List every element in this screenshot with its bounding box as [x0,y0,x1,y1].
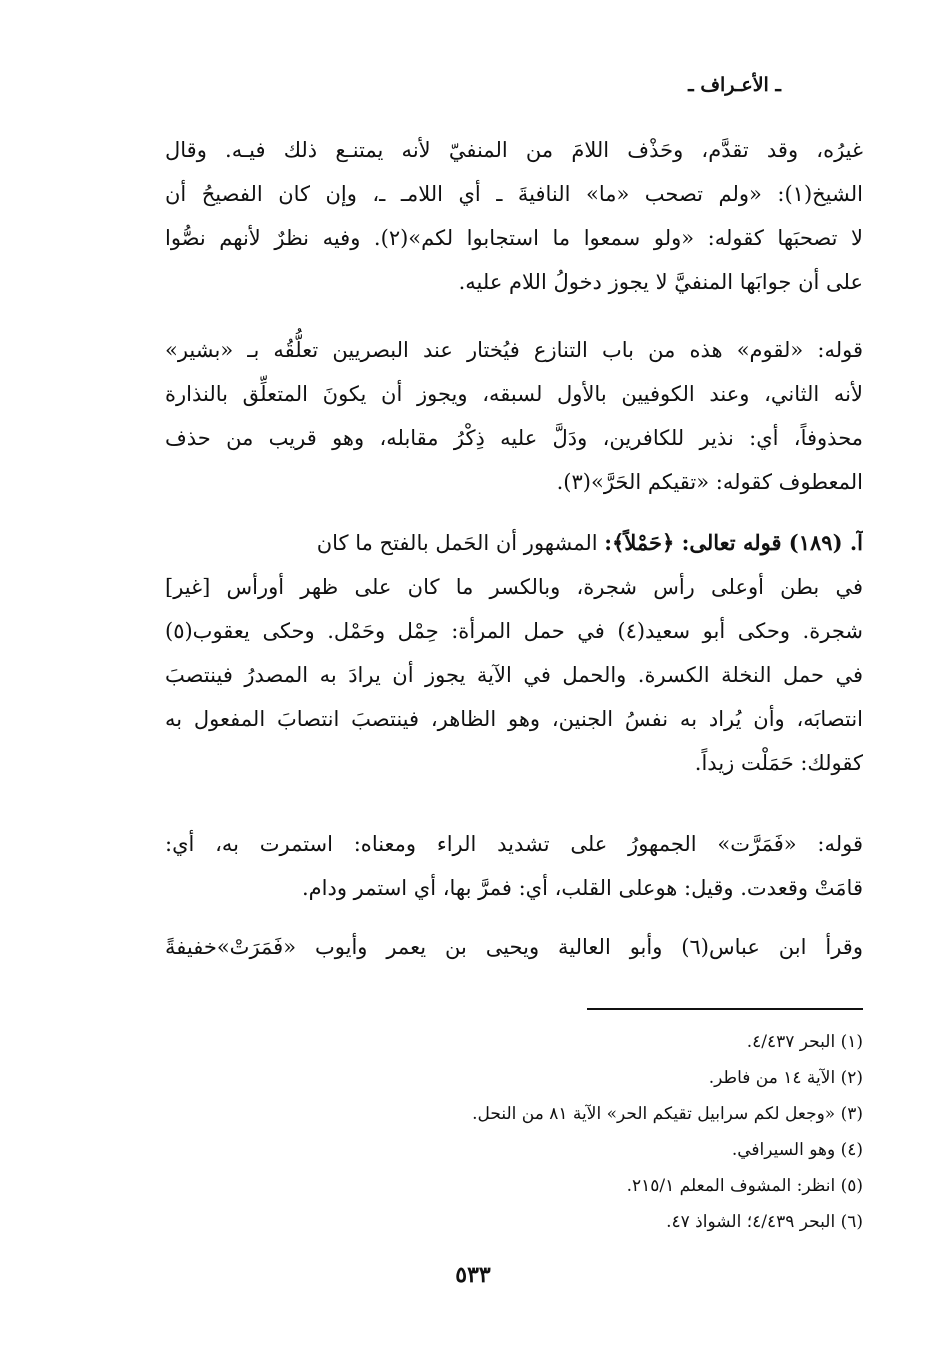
text-line: محذوفاً، أي: نذير للكافرين، ودَلَّ عليه ذِكْرُ مقابله، وهو قريب من حذف [165,426,863,450]
paragraph [165,328,863,504]
text-line [165,521,863,565]
text-line: على أن جوابَها المنفيَّ لا يجوز دخولُ اللام عليه. [458,270,863,294]
text-line: في حمل النخلة الكسرة. والحمل في الآية يجوز أن يرادَ به المصدرُ فينتصبَ [165,663,863,687]
paragraph [165,128,863,304]
text-line: انتصابَه، وأن يُراد به نفسُ الجنين، وهو الظاهر، فينتصبَ انتصابَ المفعول به [165,707,863,731]
text-line: قوله: «لقوم» هذه من باب التنازع فيُختار عند البصريين تعلُّقُه بـ «بشير» [165,338,863,362]
running-header: ـ الأعـراف ـ [688,74,781,96]
footnote: (٢) الآية ١٤ من فاطر. [708,1068,863,1088]
text-line: المعطوف كقوله: «تقيكم الحَرَّ»(٣). [556,470,863,494]
paragraph [165,822,863,910]
text-line: الشيخ(١): «ولم تصحب «ما» النافيةَ ـ أي اللامـ ـ، وإن كان الفصيحُ أن [165,182,863,206]
footnote: (١) البحر ٤/٤٣٧. [746,1032,863,1052]
paragraph [165,925,863,969]
text-line: قامَتْ وقعدت. وقيل: هوعلى القلب، أي: فمرَّ بها، أي استمر ودام. [301,876,863,900]
text-line: في بطن أوعلى رأس شجرة، وبالكسر ما كان على ظهر أورأس [غير] [165,575,863,599]
verse-paragraph [165,521,863,785]
footnote: (٦) البحر ٤/٤٣٩؛ الشواذ ٤٧. [666,1212,863,1232]
text-line: وقرأ ابن عباس(٦) وأبو العالية ويحيى بن يعمر وأيوب «فَمَرَتْ»خفيفةً [165,935,863,959]
footnote: (٣) «وجعل لكم سرابيل تقيكم الحر» الآية ٨١ من النحل. [472,1104,863,1124]
footnotes [303,1024,863,1240]
page-number: ٥٣٣ [455,1262,491,1288]
verse-heading: آ. (١٨٩) قوله تعالى: ﴿حَمْلاً﴾: [604,530,863,555]
text-line: شجرة. وحكى أبو سعيد(٤) في حمل المرأة: حِمْل وحَمْل. وحكى يعقوب(٥) [165,619,863,643]
text-line: غيرُه، وقد تقدَّم، وحَذْف اللامَ من المنفيّ لأنه يمتنـع ذلك فيـه. وقال [165,138,863,162]
text-line: كقولك: حَمَلْت زيداً. [694,751,863,775]
footnote: (٤) وهو السيرافي. [731,1140,863,1160]
footnote: (٥) انظر: المشوف المعلم ٢١٥/١. [626,1176,863,1196]
text-line: لأنه الثاني، وعند الكوفيين بالأول لسبقه، ويجوز أن يكونَ المتعلِّق بالنذارة [165,382,863,406]
text-line: لا تصحبَها كقوله: «ولو سمعوا ما استجابوا لكم»(٢). وفيه نظرٌ لأنهم نصُّوا [165,226,863,250]
footnote-divider [587,1008,863,1010]
text-line: قوله: «فَمَرَّت» الجمهورُ على تشديد الراء ومعناه: استمرت به، أي: [165,832,863,856]
verse-text: المشهور أن الحَمل بالفتح ما كان [316,531,598,555]
